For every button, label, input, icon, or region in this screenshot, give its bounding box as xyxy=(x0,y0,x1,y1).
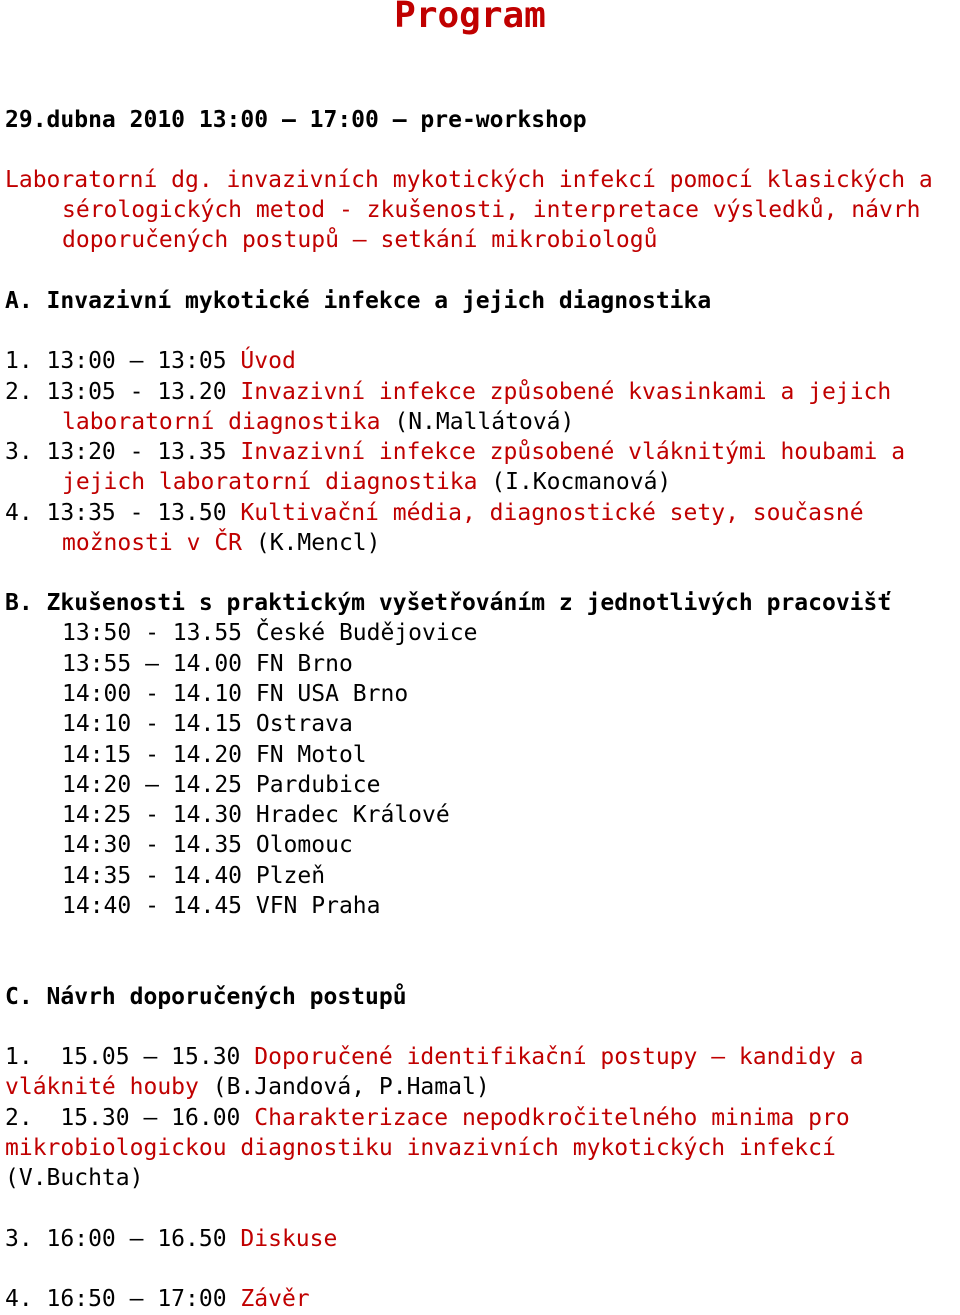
item-topic: Závěr xyxy=(240,1286,310,1312)
item-time: 13:05 - 13.20 xyxy=(46,379,241,405)
item-topic-cont: možnosti v ČR xyxy=(62,530,243,556)
item-time: 13:00 – 13:05 xyxy=(46,348,241,374)
proposal-item-2 xyxy=(5,1103,850,1133)
item-topic-cont: jejich laboratorní diagnostika xyxy=(62,469,478,495)
item-time: 13:35 - 13.50 xyxy=(46,500,241,526)
workplace-item: 14:10 - 14.15 Ostrava xyxy=(62,711,353,737)
item-speaker: (B.Jandová, P.Hamal) xyxy=(198,1074,490,1100)
page-title: Program xyxy=(394,0,546,36)
item-topic: Kultivační média, diagnostické sety, současné xyxy=(240,500,864,526)
workplace-item: 14:20 – 14.25 Pardubice xyxy=(62,772,381,798)
item-time: 4. 16:50 – 17:00 xyxy=(5,1286,241,1312)
item-time: 2. 15.30 – 16.00 xyxy=(5,1105,255,1131)
section-c-heading: C. Návrh doporučených postupů xyxy=(5,984,407,1010)
intro-line-1: Laboratorní dg. invazivních mykotických infekcí pomocí klasických a xyxy=(5,167,933,193)
item-speaker: (I.Kocmanová) xyxy=(477,469,672,495)
date-line: 29.dubna 2010 13:00 – 17:00 – pre-workshop xyxy=(5,107,587,133)
item-topic: Diskuse xyxy=(240,1226,338,1252)
item-time: 13:20 - 13.35 xyxy=(46,439,241,465)
intro-line-2: sérologických metod - zkušenosti, interpretace výsledků, návrh xyxy=(62,197,921,223)
proposal-item-2-cont: mikrobiologickou diagnostiku invazivních mykotických infekcí xyxy=(5,1135,836,1161)
item-number: 4. xyxy=(5,500,47,526)
item-number: 3. xyxy=(5,439,47,465)
agenda-item-3-cont xyxy=(62,467,671,497)
workplace-item: 14:25 - 14.30 Hradec Králové xyxy=(62,802,450,828)
agenda-item-3 xyxy=(5,437,905,467)
proposal-item-1 xyxy=(5,1042,864,1072)
workplace-item: 14:35 - 14.40 Plzeň xyxy=(62,863,326,889)
item-topic: Invazivní infekce způsobené vláknitými houbami a xyxy=(240,439,906,465)
item-topic-cont: vláknité houby xyxy=(5,1074,199,1100)
item-speaker: (N.Mallátová) xyxy=(380,409,575,435)
item-number: 1. xyxy=(5,348,47,374)
item-topic: Úvod xyxy=(240,348,296,374)
workplace-item: 14:00 - 14.10 FN USA Brno xyxy=(62,681,409,707)
item-time: 1. 15.05 – 15.30 xyxy=(5,1044,255,1070)
workplace-item: 13:50 - 13.55 České Budějovice xyxy=(62,620,478,646)
agenda-item-2 xyxy=(5,377,891,407)
item-topic: Doporučené identifikační postupy – kandidy a xyxy=(254,1044,864,1070)
agenda-item-4-cont xyxy=(62,528,381,558)
item-number: 2. xyxy=(5,379,47,405)
item-topic-cont: laboratorní diagnostika xyxy=(62,409,381,435)
agenda-item-1 xyxy=(5,346,296,376)
proposal-item-3 xyxy=(5,1224,337,1254)
section-a-heading: A. Invazivní mykotické infekce a jejich diagnostika xyxy=(5,288,712,314)
section-b-heading: B. Zkušenosti s praktickým vyšetřováním z jednotlivých pracovišť xyxy=(5,590,892,616)
workplace-item: 14:40 - 14.45 VFN Praha xyxy=(62,893,381,919)
proposal-item-4 xyxy=(5,1284,310,1314)
workplace-item: 14:30 - 14.35 Olomouc xyxy=(62,832,353,858)
workplace-item: 14:15 - 14.20 FN Motol xyxy=(62,742,367,768)
item-topic: Charakterizace nepodkročitelného minima pro xyxy=(254,1105,850,1131)
item-time: 3. 16:00 – 16.50 xyxy=(5,1226,241,1252)
item-topic: Invazivní infekce způsobené kvasinkami a jejich xyxy=(240,379,892,405)
proposal-item-1-cont xyxy=(5,1072,490,1102)
agenda-item-2-cont xyxy=(62,407,574,437)
item-speaker: (K.Mencl) xyxy=(242,530,381,556)
intro-line-3: doporučených postupů – setkání mikrobiologů xyxy=(62,227,658,253)
proposal-item-2-speaker: (V.Buchta) xyxy=(5,1165,144,1191)
agenda-item-4 xyxy=(5,498,864,528)
workplace-item: 13:55 – 14.00 FN Brno xyxy=(62,651,353,677)
